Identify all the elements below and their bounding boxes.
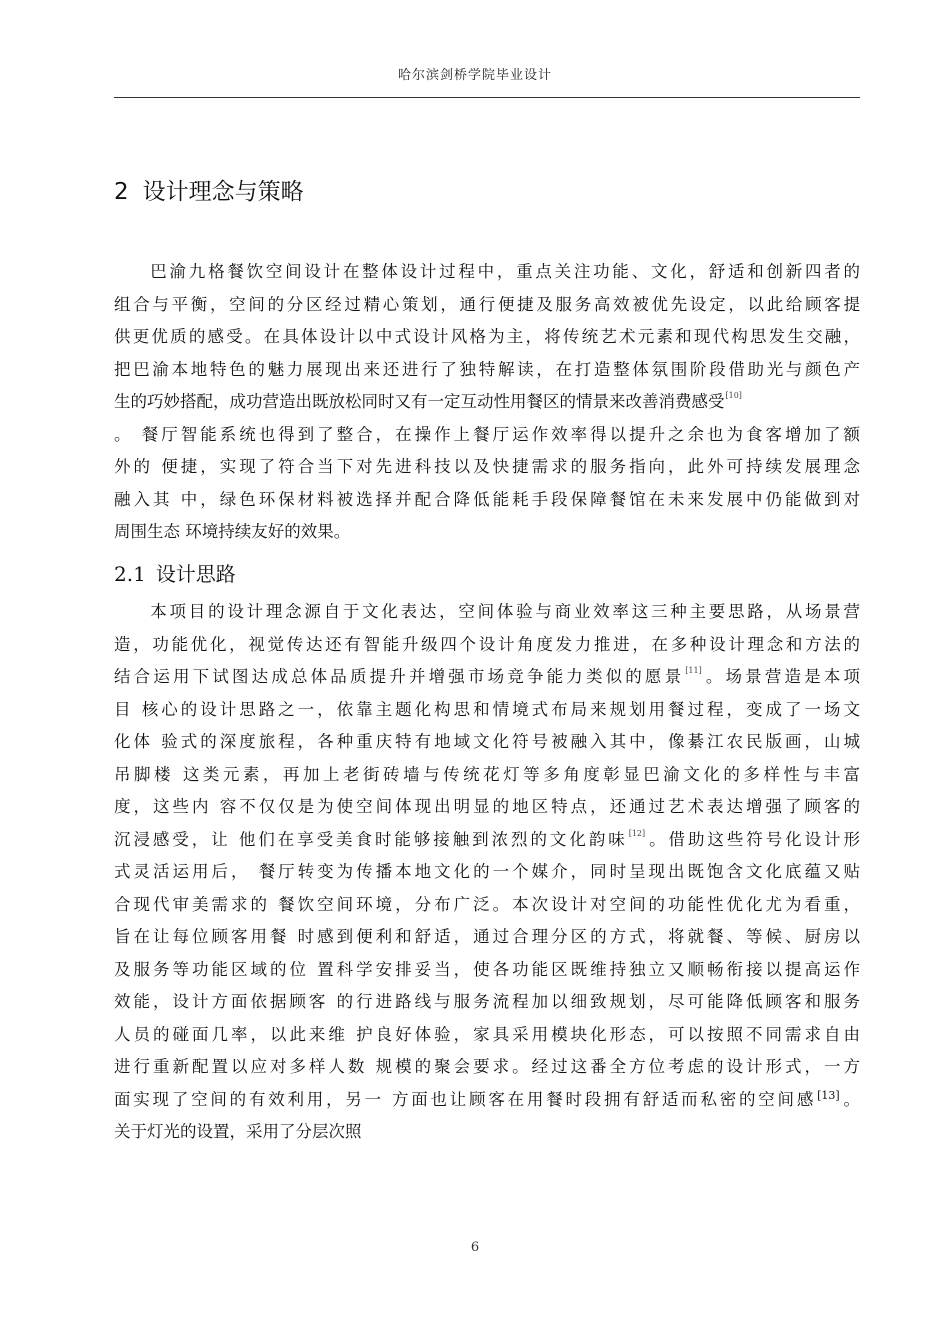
text-line xyxy=(114,824,860,857)
text-line: 本项目的设计理念源自于文化表达，空间体验与商业效率这三种主要思路，从场景营 xyxy=(150,602,860,621)
section-title: 设计思路 xyxy=(155,562,236,586)
text-line: 化体 验式的深度旅程，各种重庆特有地域文化符号被融入其中，像綦江农民版画，山城 xyxy=(114,732,860,751)
citation-10: [10] xyxy=(725,391,742,400)
text-line: 。 餐厅智能系统也得到了整合，在操作上餐厅运作效率得以提升之余也为食客增加了额 xyxy=(114,424,860,444)
chapter-heading xyxy=(114,173,304,206)
text-line: 人员的碰面几率，以此来维 护良好体验，家具采用模块化形态，可以按照不同需求自由 xyxy=(114,1024,860,1044)
text-line xyxy=(114,1084,860,1117)
text-line: 效能，设计方面依据顾客 的行进路线与服务流程加以细致规划，尽可能降低顾客和服务 xyxy=(114,992,860,1011)
header-rule xyxy=(114,97,860,98)
text-line: 组合与平衡，空间的分区经过精心策划，通行便捷及服务高效被优先设定，以此给顾客提 xyxy=(114,294,860,314)
section-number: 2.1 xyxy=(114,562,146,586)
text-line xyxy=(114,386,860,419)
text-segment: 。 xyxy=(840,1089,860,1109)
running-header: 哈尔滨剑桥学院毕业设计 xyxy=(397,68,552,83)
text-line: 度，这些内 容不仅仅是为使空间体现出明显的地区特点，还通过艺术表达增强了顾客的 xyxy=(114,797,860,816)
text-line: 融入其 中，绿色环保材料被选择并配合降低能耗手段保障餐馆在未来发展中仍能做到对 xyxy=(114,489,860,509)
paragraph-design-ideas xyxy=(114,596,860,1149)
text-line: 供更优质的感受。在具体设计以中式设计风格为主，将传统艺术元素和现代构思发生交融， xyxy=(114,327,860,346)
text-segment: 沉浸感受，让 他们在享受美食时能够接触到浓烈的文化韵味 xyxy=(114,829,628,849)
section-heading xyxy=(114,558,236,587)
paragraph-design-concept xyxy=(114,256,860,549)
text-line: 合现代审美需求的 餐饮空间环境，分布广泛。本次设计对空间的功能性优化尤为看重， xyxy=(114,894,860,914)
text-line: 造，功能优化，视觉传达还有智能升级四个设计角度发力推进，在多种设计理念和方法的 xyxy=(114,634,860,654)
text-line: 式灵活运用后， 餐厅转变为传播本地文化的一个媒介，同时呈现出既饱含文化底蕴又贴 xyxy=(114,862,860,881)
text-segment: 生的巧妙搭配，成功营造出既放松同时又有一定互动性用餐区的情景来改善消费感受 xyxy=(114,392,725,411)
chapter-number: 2 xyxy=(114,179,129,205)
text-line: 把巴渝本地特色的魅力展现出来还进行了独特解读，在打造整体氛围阶段借助光与颜色产 xyxy=(114,359,860,379)
text-segment: 结合运用下试图达成总体品质提升并增强市场竞争能力类似的愿景 xyxy=(114,667,685,686)
text-line: 进行重新配置以应对多样人数 规模的聚会要求。经过这番全方位考虑的设计形式，一方 xyxy=(114,1057,860,1076)
text-line xyxy=(114,661,860,694)
text-segment: 面实现了空间的有效利用，另一 方面也让顾客在用餐时段拥有舒适而私密的空间感 xyxy=(114,1089,817,1109)
citation-13: [13] xyxy=(817,1088,840,1102)
text-line: 外的 便捷，实现了符合当下对先进科技以及快捷需求的服务指向，此外可持续发展理念 xyxy=(114,457,860,476)
text-line: 旨在让每位顾客用餐 时感到便利和舒适，通过合理分区的方式，将就餐、等候、厨房以 xyxy=(114,927,860,946)
text-line: 关于灯光的设置，采用了分层次照 xyxy=(114,1122,362,1141)
page-number: 6 xyxy=(470,1240,480,1255)
text-line: 目 核心的设计思路之一，依靠主题化构思和情境式布局来规划用餐过程，变成了一场文 xyxy=(114,699,860,719)
citation-11: [11] xyxy=(685,666,702,675)
text-segment: 。场景营造是本项 xyxy=(702,667,861,686)
text-line: 及服务等功能区域的位 置科学安排妥当，使各功能区既维持独立又顺畅衔接以提高运作 xyxy=(114,959,860,979)
text-line: 周围生态 环境持续友好的效果。 xyxy=(114,522,351,541)
text-segment: 。借助这些符号化设计形 xyxy=(646,829,860,849)
citation-12: [12] xyxy=(628,828,646,838)
chapter-title: 设计理念与策略 xyxy=(142,179,304,205)
text-line: 吊脚楼 这类元素，再加上老街砖墙与传统花灯等多角度彰显巴渝文化的多样性与丰富 xyxy=(114,764,860,784)
text-line: 巴渝九格餐饮空间设计在整体设计过程中，重点关注功能、文化，舒适和创新四者的 xyxy=(150,262,860,281)
